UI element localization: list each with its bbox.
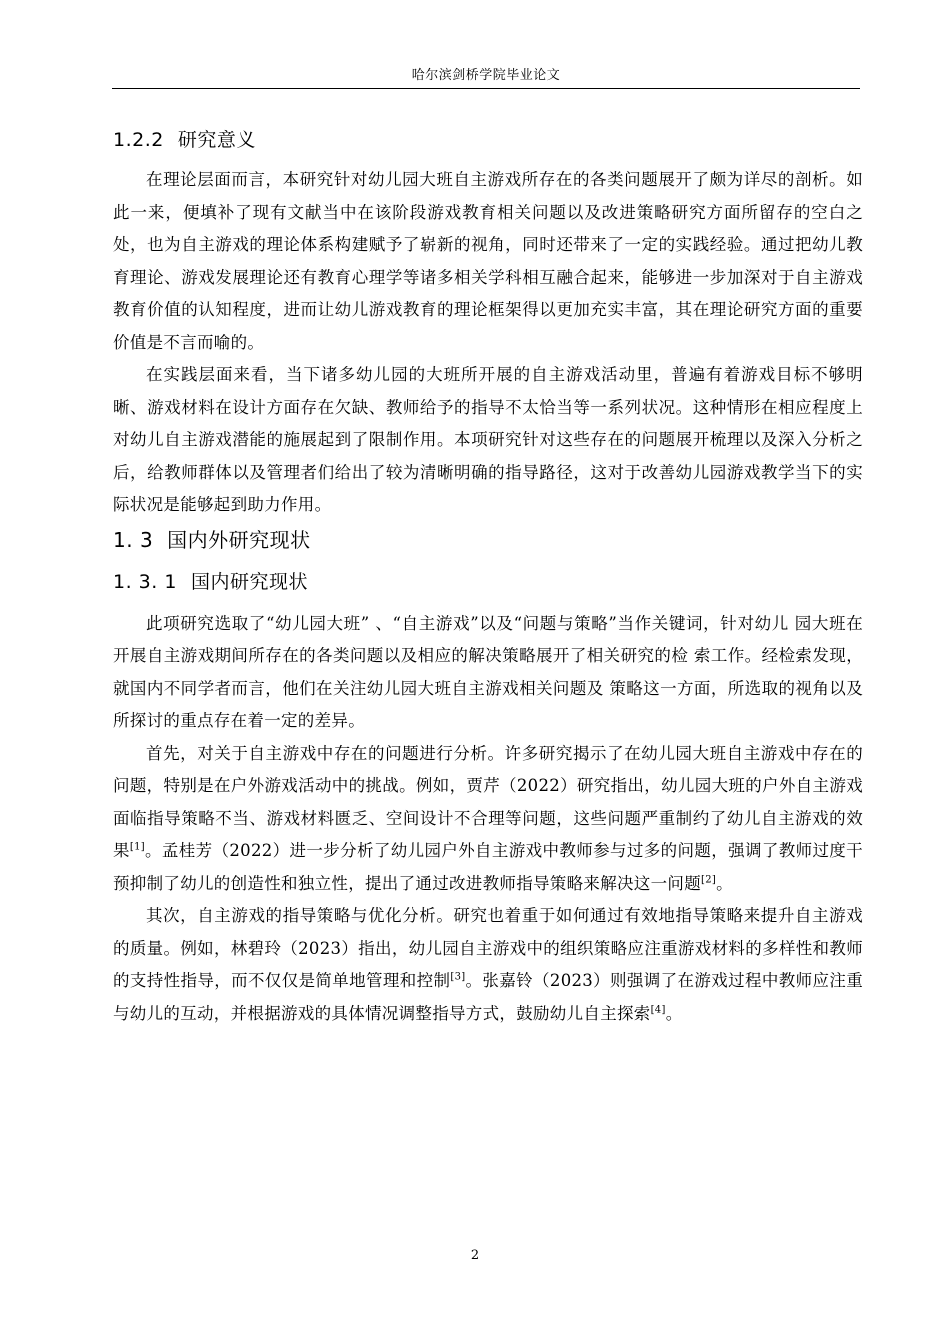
citation-ref-2: [2] bbox=[701, 874, 717, 885]
citation-ref-3: [3] bbox=[450, 971, 466, 983]
paragraph-text: 。张嘉铃（2023）则强调了在游戏过程中教师应注重与幼儿的互动，并根据游戏的具体情况调整指导方式，鼓励幼儿自主探索 bbox=[113, 971, 864, 1023]
paragraph-guidance-strategies bbox=[113, 900, 863, 1030]
paragraph-theoretical-significance: 在理论层面而言，本研究针对幼儿园大班自主游戏所存在的各类问题展开了颇为详尽的剖析。如此一来，便填补了现有文献当中在该阶段游戏教育相关问题以及改进策略研究方面所留存的空白之处，也为自主游戏的理论体系构建赋予了崭新的视角，同时还带来了一定的实践经验。通过把幼儿教育理论、游戏发展理论还有教育心理学等诸多相关学科相互融合起来，能够进一步加深对于自主游戏教育价值的认知程度，进而让幼儿游戏教育的理论框架得以更加充实丰富，其在理论研究方面的重要价值是不言而喻的。 bbox=[113, 170, 863, 352]
page-number: 2 bbox=[470, 1248, 480, 1263]
paragraph-text: 首先，对关于自主游戏中存在的问题进行分析。许多研究揭示了在幼儿园大班自主游戏中存在的问题，特别是在户外游戏活动中的挑战。例如，贾芹（2022）研究指出，幼儿园大班的户外自主游戏面临指导策略不当、游戏材料匮乏、空间设计不合理等问题，这些问题严重制约了幼儿自主游戏的效果 bbox=[113, 743, 863, 860]
paragraph-research-scope: 此项研究选取了“幼儿园大班” 、“自主游戏”以及“问题与策略”当作关键词，针对幼儿 园大班在开展自主游戏期间所存在的各类问题以及相应的解决策略展开了相关研究的检 索工作。经检索发现，就国内不同学者而言，他们在关注幼儿园大班自主游戏相关问题及 策略这一方面，所选取的视角以及所探讨的重点存在着一定的差异。 bbox=[113, 613, 863, 730]
section-title: 国内外研究现状 bbox=[167, 527, 311, 552]
citation-ref-4: [4] bbox=[650, 1004, 666, 1015]
running-header: 哈尔滨剑桥学院毕业论文 bbox=[411, 68, 561, 83]
paragraph-practical-significance: 在实践层面来看，当下诸多幼儿园的大班所开展的自主游戏活动里，普遍有着游戏目标不够明晰、游戏材料在设计方面存在欠缺、教师给予的指导不太恰当等一系列状况。这种情形在相应程度上对幼儿自主游戏潜能的施展起到了限制作用。本项研究针对这些存在的问题展开梳理以及深入分析之后，给教师群体以及管理者们给出了较为清晰明确的指导路径，这对于改善幼儿园游戏教学当下的实际状况是能够起到助力作用。 bbox=[113, 365, 863, 514]
section-title: 国内研究现状 bbox=[190, 570, 308, 593]
paragraph-text: 。 bbox=[665, 1003, 683, 1023]
citation-ref-1: [1] bbox=[129, 841, 145, 853]
paragraph-problem-analysis bbox=[113, 738, 863, 901]
paragraph-text: 。 bbox=[716, 873, 733, 893]
section-number: 1. 3. 1 bbox=[113, 570, 177, 593]
section-title: 研究意义 bbox=[177, 129, 256, 151]
section-number: 1.2.2 bbox=[113, 129, 164, 151]
paragraph-text: 其次，自主游戏的指导策略与优化分析。研究也着重于如何通过有效地指导策略来提升自主游戏的质量。例如，林碧玲（2023）指出，幼儿园自主游戏中的组织策略应注重游戏材料的多样性和教师的支持性指导，而不仅仅是简单地管理和控制 bbox=[113, 906, 863, 990]
document-body bbox=[113, 122, 863, 1030]
section-heading-1-3 bbox=[113, 522, 863, 558]
section-heading-1-2-2 bbox=[113, 122, 863, 158]
section-number: 1. 3 bbox=[113, 527, 154, 552]
paragraph-text: 。孟桂芳（2022）进一步分析了幼儿园户外自主游戏中教师参与过多的问题，强调了教师过度干预抑制了幼儿的创造性和独立性，提出了通过改进教师指导策略来解决这一问题 bbox=[113, 841, 863, 893]
header-rule bbox=[112, 88, 860, 89]
section-heading-1-3-1 bbox=[113, 564, 863, 600]
